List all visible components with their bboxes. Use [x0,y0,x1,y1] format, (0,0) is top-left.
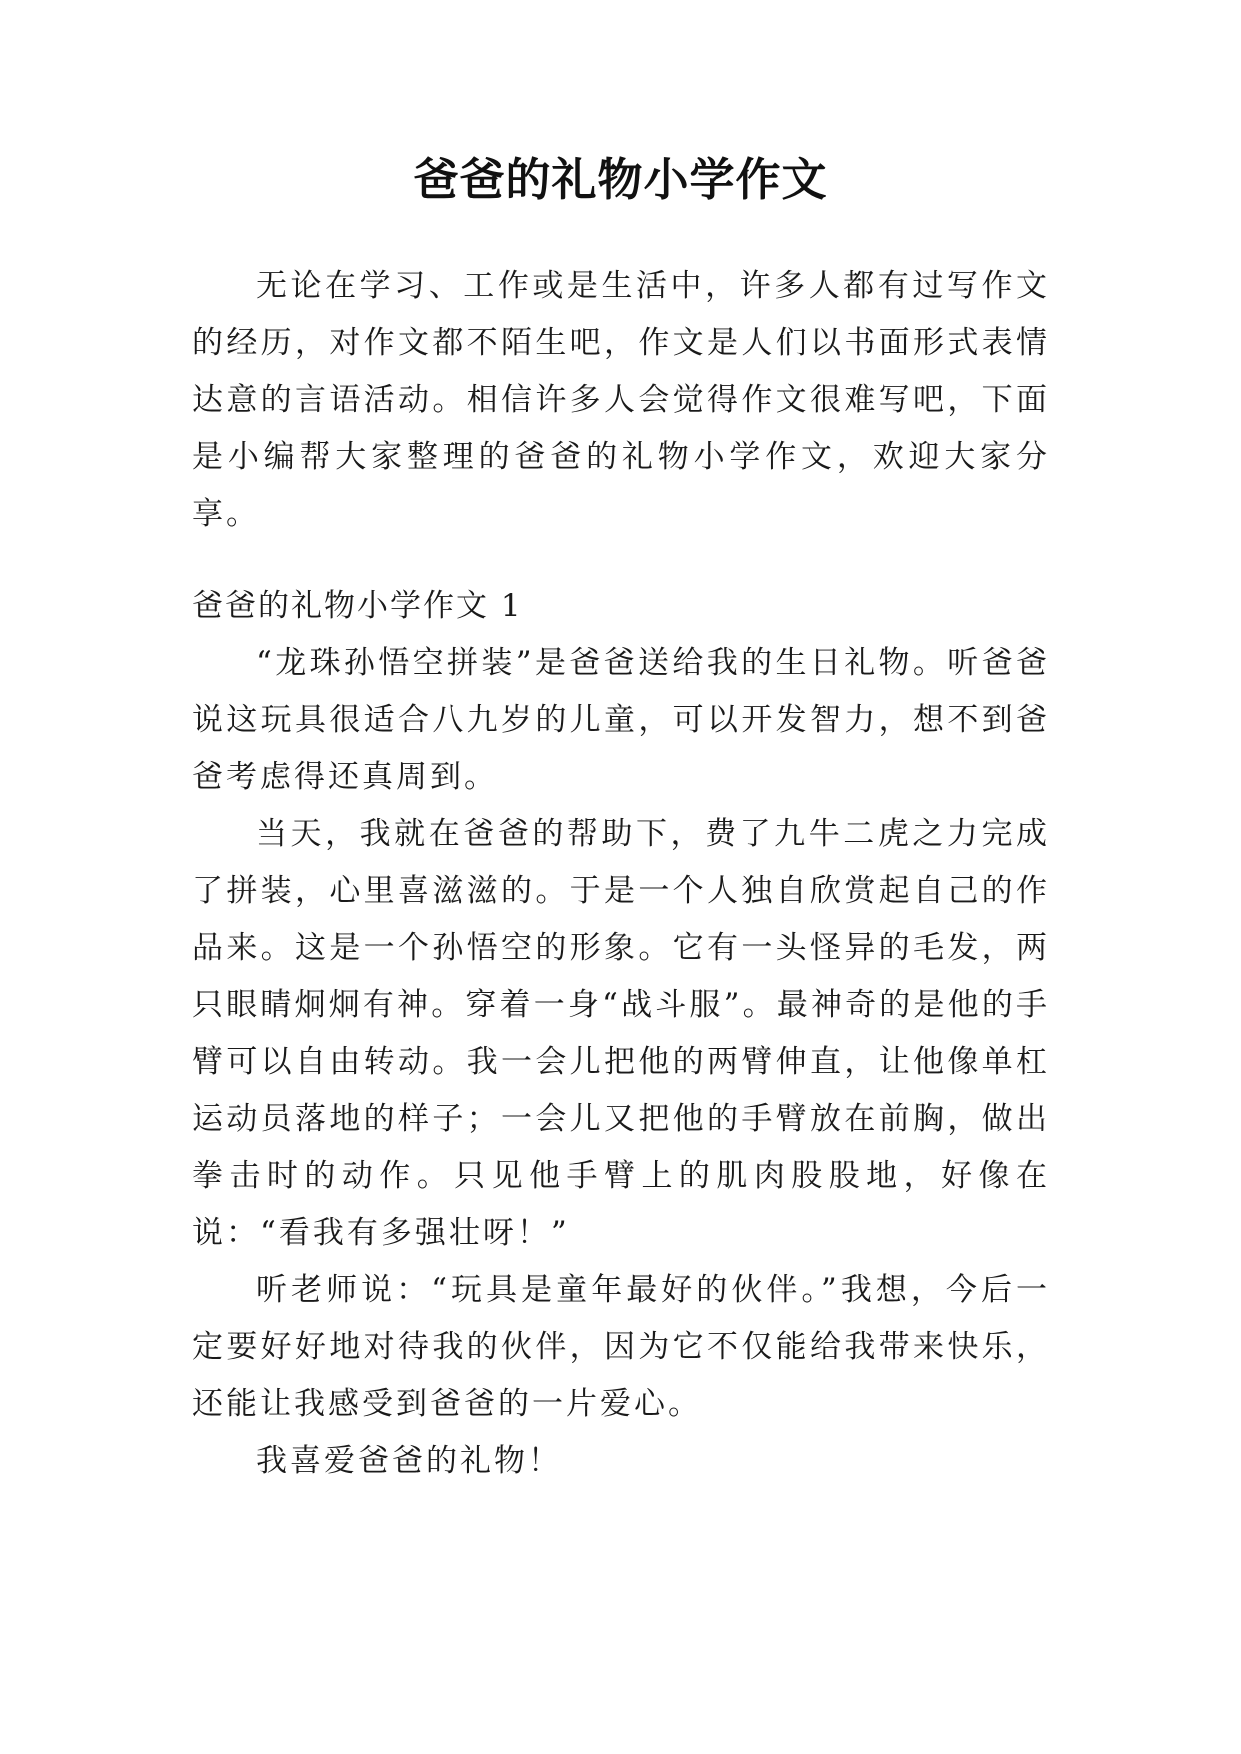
essay-paragraph-2: 当天，我就在爸爸的帮助下，费了九牛二虎之力完成了拼装，心里喜滋滋的。于是一个人独自欣赏起自己的作品来。这是一个孙悟空的形象。它有一头怪异的毛发，两只眼睛炯炯有神。穿着一身“战斗服”。最神奇的是他的手臂可以自由转动。我一会儿把他的两臂伸直，让他像单杠运动员落地的样子；一会儿又把他的手臂放在前胸，做出拳击时的动作。只见他手臂上的肌肉股股地，好像在说：“看我有多强壮呀！” [192,816,1050,1251]
essay-paragraph-3: 听老师说：“玩具是童年最好的伙伴。”我想，今后一定要好好地对待我的伙伴，因为它不仅能给我带来快乐，还能让我感受到爸爸的一片爱心。 [192,1272,1050,1422]
section-heading: 爸爸的礼物小学作文 1 [192,588,523,624]
document-title: 爸爸的礼物小学作文 [413,153,828,206]
essay-paragraph-4: 我喜爱爸爸的礼物！ [256,1443,562,1479]
intro-paragraph: 无论在学习、工作或是生活中，许多人都有过写作文的经历，对作文都不陌生吧，作文是人们以书面形式表情达意的言语活动。相信许多人会觉得作文很难写吧，下面是小编帮大家整理的爸爸的礼物小学作文，欢迎大家分享。 [192,268,1050,532]
essay-paragraph-1: “龙珠孙悟空拼装”是爸爸送给我的生日礼物。听爸爸说这玩具很适合八九岁的儿童，可以开发智力，想不到爸爸考虑得还真周到。 [192,645,1050,795]
